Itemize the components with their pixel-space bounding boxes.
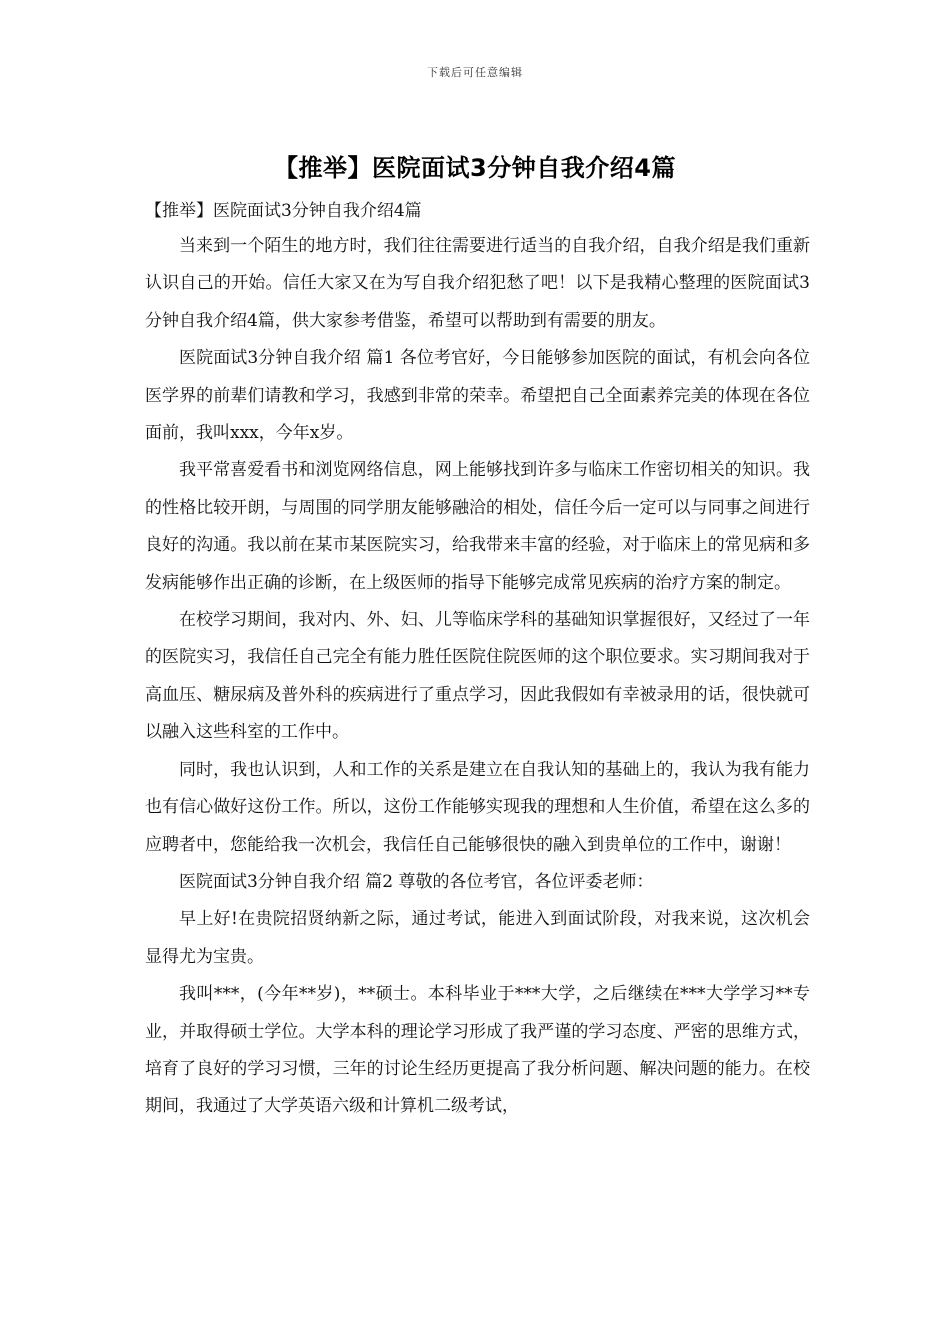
paragraph-piece2-greeting: 早上好!在贵院招贤纳新之际，通过考试，能进入到面试阶段，对我来说，这次机会显得尤为宝贵。 — [145, 909, 810, 967]
header-note: 下载后可任意编辑 — [427, 66, 523, 79]
document-subtitle: 【推举】医院面试3分钟自我介绍4篇 — [145, 201, 422, 221]
document-body — [145, 197, 810, 1126]
paragraph-piece1-closing: 同时，我也认识到，人和工作的关系是建立在自我认知的基础上的，我认为我有能力也有信心做好这份工作。所以，这份工作能够实现我的理想和人生价值，希望在这么多的应聘者中，您能给我一次机会，我信任自己能够很快的融入到贵单位的工作中，谢谢！ — [145, 759, 810, 855]
paragraph-piece2-heading: 医院面试3分钟自我介绍 篇2 尊敬的各位考官，各位评委老师： — [179, 871, 654, 892]
paragraph-piece2-background: 我叫***，(今年**岁)，**硕士。本科毕业于***大学，之后继续在***大学学习**专业，并取得硕士学位。大学本科的理论学习形成了我严谨的学习态度、严密的思维方式，培育了良好的学习习惯，三年的讨论生经历更提高了我分析问题、解决问题的能力。在校期间，我通过了大学英语六级和计算机二级考试， — [145, 984, 810, 1117]
paragraph-piece1-study: 在校学习期间，我对内、外、妇、儿等临床学科的基础知识掌握很好，又经过了一年的医院实习，我信任自己完全有能力胜任医院住院医师的这个职位要求。实习期间我对于高血压、糖尿病及普外科的疾病进行了重点学习，因此我假如有幸被录用的话，很快就可以融入这些科室的工作中。 — [145, 610, 810, 743]
document-title: 【推举】医院面试3分钟自我介绍4篇 — [274, 154, 676, 182]
paragraph-piece1-opening: 医院面试3分钟自我介绍 篇1 各位考官好，今日能够参加医院的面试，有机会向各位医学界的前辈们请教和学习，我感到非常的荣幸。希望把自己全面素养完美的体现在各位面前，我叫xxx，今年x岁。 — [145, 348, 810, 444]
paragraph-piece1-hobbies: 我平常喜爱看书和浏览网络信息，网上能够找到许多与临床工作密切相关的知识。我的性格比较开朗，与周围的同学朋友能够融洽的相处，信任今后一定可以与同事之间进行良好的沟通。我以前在某市某医院实习，给我带来丰富的经验，对于临床上的常见病和多发病能够作出正确的诊断，在上级医师的指导下能够完成常见疾病的治疗方案的制定。 — [145, 460, 810, 593]
paragraph-intro: 当来到一个陌生的地方时，我们往往需要进行适当的自我介绍，自我介绍是我们重新认识自己的开始。信任大家又在为写自我介绍犯愁了吧！以下是我精心整理的医院面试3分钟自我介绍4篇，供大家参考借鉴，希望可以帮助到有需要的朋友。 — [145, 236, 810, 331]
